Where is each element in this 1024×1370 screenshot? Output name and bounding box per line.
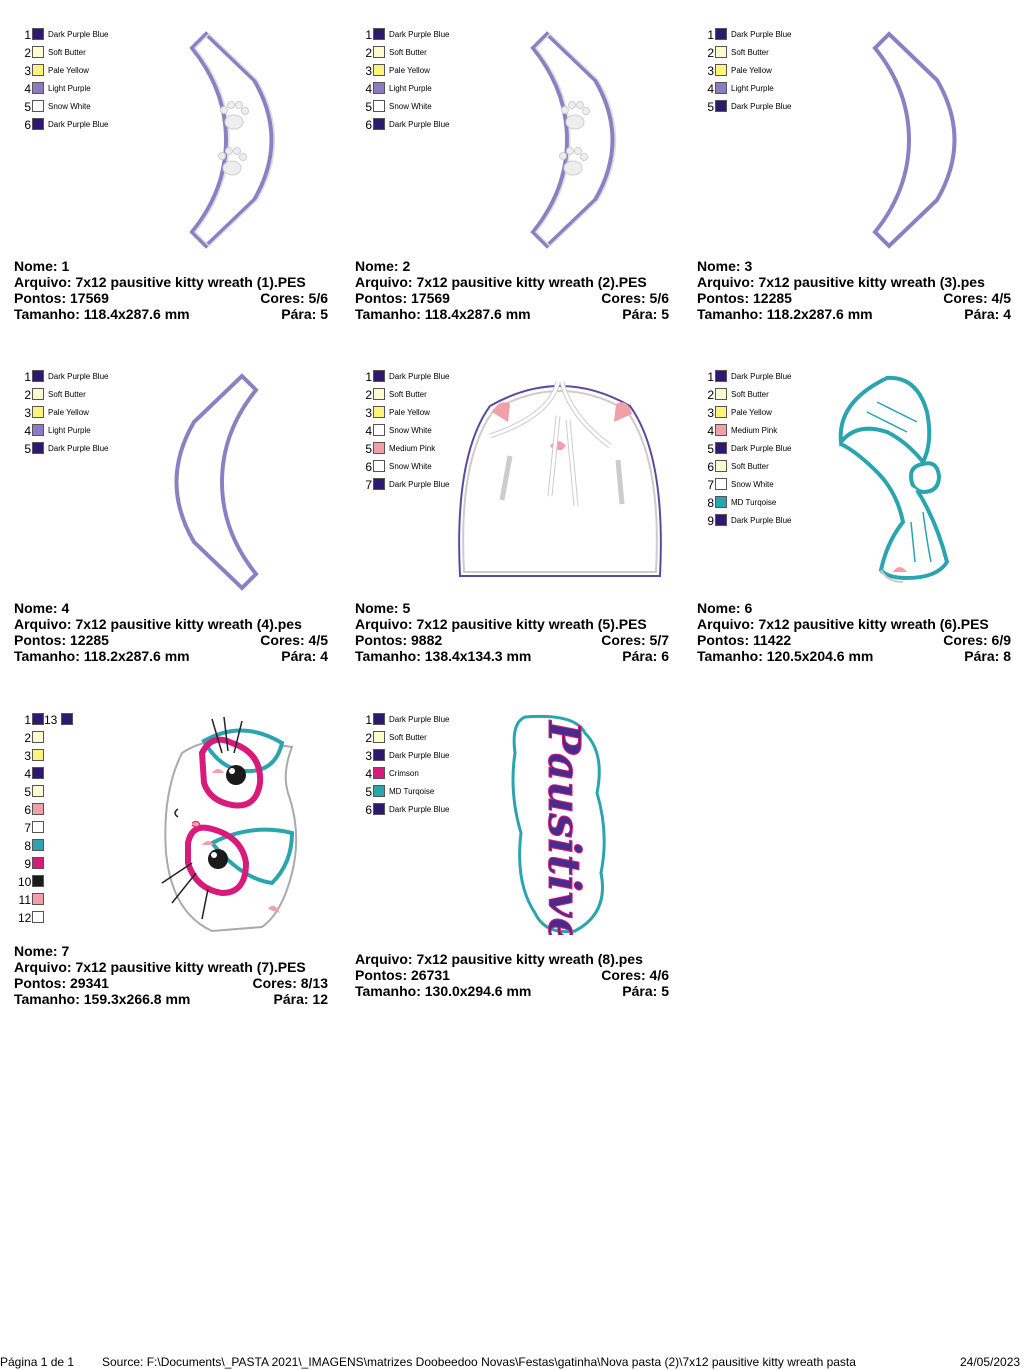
thread-swatch xyxy=(373,785,385,797)
thread-number: 10 xyxy=(18,875,32,889)
thread-name: Pale Yellow xyxy=(389,66,430,75)
thread-swatch xyxy=(373,460,385,472)
thread-number: 4 xyxy=(24,424,31,438)
thread-number: 3 xyxy=(24,64,31,78)
thread-name: Light Purple xyxy=(48,426,91,435)
file-name: Arquivo: 7x12 pausitive kitty wreath (3).pes xyxy=(697,274,985,290)
thread-name: Dark Purple Blue xyxy=(389,715,450,724)
color-count: Cores: 4/6 xyxy=(601,967,669,983)
thread-swatch xyxy=(373,478,385,490)
thread-number: 2 xyxy=(365,388,372,402)
file-name: Arquivo: 7x12 pausitive kitty wreath (1).PES xyxy=(14,274,306,290)
thread-number: 3 xyxy=(365,406,372,420)
thread-swatch xyxy=(32,731,44,743)
thread-name: Dark Purple Blue xyxy=(48,120,109,129)
thread-swatch xyxy=(715,478,727,490)
stop-count: Pára: 12 xyxy=(273,991,328,1007)
thread-swatch xyxy=(32,370,44,382)
design-info xyxy=(14,943,328,1007)
thread-number: 6 xyxy=(24,803,31,817)
thread-number: 6 xyxy=(365,118,372,132)
thread-swatch xyxy=(373,100,385,112)
design-size: Tamanho: 120.5x204.6 mm xyxy=(697,648,874,664)
design-info xyxy=(355,951,669,999)
info-line xyxy=(14,959,328,975)
stitch-count: Pontos: 12285 xyxy=(697,290,792,306)
thread-swatch xyxy=(373,46,385,58)
design-info xyxy=(697,258,1011,322)
thread-number: 4 xyxy=(24,82,31,96)
color-count: Cores: 5/6 xyxy=(601,290,669,306)
thread-number: 2 xyxy=(24,388,31,402)
thread-swatch xyxy=(32,803,44,815)
thread-swatch xyxy=(32,911,44,923)
stitch-count: Pontos: 12285 xyxy=(14,632,109,648)
thread-name: Soft Butter xyxy=(48,48,86,57)
thread-name: Soft Butter xyxy=(389,48,427,57)
design-card xyxy=(355,711,685,1041)
thread-name: Pale Yellow xyxy=(48,66,89,75)
thread-number: 1 xyxy=(24,713,31,727)
thread-name: Snow White xyxy=(389,426,432,435)
thread-swatch xyxy=(32,388,44,400)
thread-swatch xyxy=(373,406,385,418)
thread-number: 6 xyxy=(365,803,372,817)
thread-name: Soft Butter xyxy=(731,48,769,57)
stop-count: Pára: 4 xyxy=(281,648,328,664)
thread-number: 7 xyxy=(365,478,372,492)
thread-number: 6 xyxy=(707,460,714,474)
thread-number: 5 xyxy=(707,442,714,456)
design-size: Tamanho: 118.2x287.6 mm xyxy=(697,306,873,322)
info-line xyxy=(697,290,1011,306)
info-line xyxy=(14,975,328,991)
info-line xyxy=(355,290,669,306)
color-count: Cores: 5/7 xyxy=(601,632,669,648)
thread-swatch xyxy=(715,406,727,418)
thread-number: 1 xyxy=(24,28,31,42)
thread-swatch xyxy=(715,46,727,58)
thread-swatch xyxy=(715,388,727,400)
info-line xyxy=(697,632,1011,648)
info-line xyxy=(697,600,1011,616)
thread-number: 4 xyxy=(707,424,714,438)
file-name: Arquivo: 7x12 pausitive kitty wreath (7).PES xyxy=(14,959,306,975)
thread-number: 4 xyxy=(365,424,372,438)
thread-name: Snow White xyxy=(389,462,432,471)
info-line xyxy=(697,648,1011,664)
design-name: Nome: 2 xyxy=(355,258,411,274)
stop-count: Pára: 5 xyxy=(622,983,669,999)
design-card xyxy=(697,26,1024,356)
thread-swatch xyxy=(61,713,73,725)
embroidery-preview xyxy=(505,713,615,935)
file-name: Arquivo: 7x12 pausitive kitty wreath (4).pes xyxy=(14,616,302,632)
embroidery-preview xyxy=(152,713,304,935)
info-line xyxy=(355,632,669,648)
info-line xyxy=(14,306,328,322)
thread-number: 7 xyxy=(707,478,714,492)
thread-swatch xyxy=(373,388,385,400)
thread-number: 3 xyxy=(707,64,714,78)
stop-count: Pára: 4 xyxy=(964,306,1011,322)
info-line xyxy=(355,983,669,999)
info-line xyxy=(355,600,669,616)
info-line xyxy=(355,951,669,967)
thread-name: Dark Purple Blue xyxy=(389,805,450,814)
design-card xyxy=(14,26,344,356)
thread-swatch xyxy=(715,442,727,454)
thread-name: Dark Purple Blue xyxy=(731,102,792,111)
info-line xyxy=(355,274,669,290)
design-size: Tamanho: 118.4x287.6 mm xyxy=(355,306,531,322)
design-info xyxy=(14,600,328,664)
file-name: Arquivo: 7x12 pausitive kitty wreath (8).pes xyxy=(355,951,643,967)
thread-number: 2 xyxy=(24,46,31,60)
thread-number: 1 xyxy=(365,28,372,42)
page-footer xyxy=(0,1354,1024,1370)
thread-number: 1 xyxy=(365,713,372,727)
design-name: Nome: 7 xyxy=(14,943,70,959)
thread-name: MD Turqoise xyxy=(731,498,777,507)
thread-swatch xyxy=(373,118,385,130)
print-date: 24/05/2023 xyxy=(960,1355,1021,1369)
thread-name: Snow White xyxy=(389,102,432,111)
stop-count: Pára: 6 xyxy=(622,648,669,664)
design-size: Tamanho: 159.3x266.8 mm xyxy=(14,991,191,1007)
design-info xyxy=(14,258,328,322)
thread-name: Snow White xyxy=(731,480,774,489)
thread-swatch xyxy=(32,100,44,112)
thread-swatch xyxy=(32,767,44,779)
thread-name: Dark Purple Blue xyxy=(48,30,109,39)
thread-number: 6 xyxy=(24,118,31,132)
info-line xyxy=(14,648,328,664)
embroidery-preview xyxy=(505,30,625,250)
info-line xyxy=(14,290,328,306)
thread-number: 1 xyxy=(707,28,714,42)
thread-swatch xyxy=(715,496,727,508)
thread-swatch xyxy=(373,731,385,743)
thread-swatch xyxy=(32,857,44,869)
stop-count: Pára: 8 xyxy=(964,648,1011,664)
thread-number: 4 xyxy=(365,82,372,96)
info-line xyxy=(355,306,669,322)
thread-swatch xyxy=(32,875,44,887)
thread-name: Pale Yellow xyxy=(731,66,772,75)
stitch-count: Pontos: 9882 xyxy=(355,632,443,648)
thread-swatch xyxy=(373,64,385,76)
thread-number: 5 xyxy=(365,785,372,799)
thread-swatch xyxy=(373,713,385,725)
design-card xyxy=(14,368,344,698)
thread-number: 5 xyxy=(707,100,714,114)
stitch-count: Pontos: 11422 xyxy=(697,632,792,648)
thread-swatch xyxy=(32,424,44,436)
thread-name: Dark Purple Blue xyxy=(389,480,450,489)
thread-name: Light Purple xyxy=(48,84,91,93)
thread-number: 12 xyxy=(18,911,32,925)
thread-swatch xyxy=(32,749,44,761)
thread-number: 2 xyxy=(365,731,372,745)
color-count: Cores: 4/5 xyxy=(260,632,328,648)
design-name: Nome: 5 xyxy=(355,600,411,616)
thread-number: 6 xyxy=(365,460,372,474)
thread-number: 3 xyxy=(365,749,372,763)
thread-number: 4 xyxy=(707,82,714,96)
embroidery-preview xyxy=(164,372,284,592)
thread-swatch xyxy=(373,749,385,761)
thread-name: Soft Butter xyxy=(389,390,427,399)
info-line xyxy=(14,616,328,632)
thread-swatch xyxy=(715,100,727,112)
thread-number: 5 xyxy=(24,100,31,114)
thread-swatch xyxy=(32,785,44,797)
info-line xyxy=(355,648,669,664)
info-line xyxy=(697,258,1011,274)
color-count: Cores: 6/9 xyxy=(943,632,1011,648)
thread-swatch xyxy=(32,442,44,454)
design-size: Tamanho: 118.4x287.6 mm xyxy=(14,306,190,322)
thread-number: 2 xyxy=(24,731,31,745)
thread-number: 13 xyxy=(44,713,58,727)
thread-name: Pale Yellow xyxy=(48,408,89,417)
thread-number: 9 xyxy=(707,514,714,528)
thread-name: Soft Butter xyxy=(731,462,769,471)
thread-number: 5 xyxy=(24,442,31,456)
thread-swatch xyxy=(32,406,44,418)
thread-swatch xyxy=(32,46,44,58)
thread-swatch xyxy=(715,370,727,382)
file-name: Arquivo: 7x12 pausitive kitty wreath (6).PES xyxy=(697,616,989,632)
thread-swatch xyxy=(373,442,385,454)
pausitive-lettering: Pausitive xyxy=(538,721,589,935)
thread-name: Dark Purple Blue xyxy=(48,444,109,453)
thread-name: Dark Purple Blue xyxy=(389,751,450,760)
thread-swatch xyxy=(373,28,385,40)
thread-number: 1 xyxy=(365,370,372,384)
thread-name: Light Purple xyxy=(731,84,774,93)
info-line xyxy=(697,616,1011,632)
info-line xyxy=(355,258,669,274)
file-name: Arquivo: 7x12 pausitive kitty wreath (5).PES xyxy=(355,616,647,632)
thread-name: Dark Purple Blue xyxy=(48,372,109,381)
info-line xyxy=(697,274,1011,290)
thread-swatch xyxy=(715,28,727,40)
thread-name: Dark Purple Blue xyxy=(389,120,450,129)
thread-number: 5 xyxy=(24,785,31,799)
thread-swatch xyxy=(373,803,385,815)
thread-number: 2 xyxy=(707,46,714,60)
thread-number: 3 xyxy=(24,749,31,763)
embroidery-preview xyxy=(164,30,284,250)
stitch-count: Pontos: 17569 xyxy=(355,290,450,306)
info-line xyxy=(14,274,328,290)
info-line xyxy=(355,616,669,632)
thread-number: 4 xyxy=(365,767,372,781)
thread-name: Dark Purple Blue xyxy=(731,372,792,381)
thread-swatch xyxy=(32,839,44,851)
stitch-count: Pontos: 29341 xyxy=(14,975,109,991)
thread-swatch xyxy=(32,64,44,76)
info-line xyxy=(14,600,328,616)
thread-swatch xyxy=(715,424,727,436)
thread-name: Medium Pink xyxy=(731,426,778,435)
info-line xyxy=(697,306,1011,322)
file-name: Arquivo: 7x12 pausitive kitty wreath (2).PES xyxy=(355,274,647,290)
thread-name: Dark Purple Blue xyxy=(731,444,792,453)
thread-number: 3 xyxy=(707,406,714,420)
info-line xyxy=(14,943,328,959)
design-size: Tamanho: 118.2x287.6 mm xyxy=(14,648,190,664)
thread-swatch xyxy=(715,460,727,472)
info-line xyxy=(14,632,328,648)
thread-number: 8 xyxy=(707,496,714,510)
design-name: Nome: 1 xyxy=(14,258,70,274)
thread-swatch xyxy=(32,28,44,40)
design-name: Nome: 4 xyxy=(14,600,70,616)
design-info xyxy=(355,600,669,664)
thread-name: Pale Yellow xyxy=(731,408,772,417)
thread-swatch xyxy=(373,767,385,779)
thread-number: 3 xyxy=(365,64,372,78)
color-count: Cores: 5/6 xyxy=(260,290,328,306)
design-card xyxy=(355,26,685,356)
design-info xyxy=(355,258,669,322)
color-count: Cores: 8/13 xyxy=(252,975,328,991)
design-name: Nome: 6 xyxy=(697,600,753,616)
thread-name: Soft Butter xyxy=(731,390,769,399)
embroidery-preview xyxy=(827,372,967,590)
thread-swatch xyxy=(373,370,385,382)
thread-swatch xyxy=(32,821,44,833)
thread-number: 1 xyxy=(24,370,31,384)
thread-name: Soft Butter xyxy=(389,733,427,742)
thread-swatch xyxy=(373,82,385,94)
thread-swatch xyxy=(373,424,385,436)
thread-number: 1 xyxy=(707,370,714,384)
design-name: Nome: 3 xyxy=(697,258,753,274)
design-size: Tamanho: 130.0x294.6 mm xyxy=(355,983,532,999)
thread-number: 2 xyxy=(365,46,372,60)
thread-number: 4 xyxy=(24,767,31,781)
thread-number: 9 xyxy=(24,857,31,871)
design-card xyxy=(14,711,344,1041)
thread-name: Dark Purple Blue xyxy=(731,516,792,525)
thread-number: 8 xyxy=(24,839,31,853)
thread-number: 5 xyxy=(365,442,372,456)
thread-name: MD Turqoise xyxy=(389,787,435,796)
thread-number: 3 xyxy=(24,406,31,420)
thread-name: Light Purple xyxy=(389,84,432,93)
thread-name: Dark Purple Blue xyxy=(389,372,450,381)
info-line xyxy=(14,258,328,274)
thread-name: Dark Purple Blue xyxy=(731,30,792,39)
thread-swatch xyxy=(715,82,727,94)
thread-swatch xyxy=(32,893,44,905)
design-size: Tamanho: 138.4x134.3 mm xyxy=(355,648,532,664)
thread-swatch xyxy=(32,82,44,94)
stop-count: Pára: 5 xyxy=(281,306,328,322)
stitch-count: Pontos: 26731 xyxy=(355,967,450,983)
thread-name: Medium Pink xyxy=(389,444,436,453)
thread-number: 7 xyxy=(24,821,31,835)
source-path: Source: F:\Documents\_PASTA 2021\_IMAGENS\matrizes Doobeedoo Novas\Festas\gatinha\Nova pasta (2)\7x12 pausitive kitty wreath pasta xyxy=(102,1355,856,1369)
stop-count: Pára: 5 xyxy=(622,306,669,322)
design-info xyxy=(697,600,1011,664)
stitch-count: Pontos: 17569 xyxy=(14,290,109,306)
embroidery-preview xyxy=(450,376,670,582)
thread-name: Snow White xyxy=(48,102,91,111)
thread-swatch xyxy=(32,118,44,130)
thread-name: Dark Purple Blue xyxy=(389,30,450,39)
info-line xyxy=(355,967,669,983)
thread-name: Crimson xyxy=(389,769,419,778)
thread-swatch xyxy=(32,713,44,725)
design-card xyxy=(355,368,685,698)
thread-number: 11 xyxy=(18,893,31,907)
thread-name: Soft Butter xyxy=(48,390,86,399)
thread-number: 5 xyxy=(365,100,372,114)
color-count: Cores: 4/5 xyxy=(943,290,1011,306)
page-number: Página 1 de 1 xyxy=(0,1355,75,1369)
info-line xyxy=(14,991,328,1007)
design-card xyxy=(697,368,1024,698)
thread-number: 2 xyxy=(707,388,714,402)
embroidery-preview xyxy=(847,30,967,250)
thread-name: Pale Yellow xyxy=(389,408,430,417)
thread-swatch xyxy=(715,64,727,76)
thread-swatch xyxy=(715,514,727,526)
